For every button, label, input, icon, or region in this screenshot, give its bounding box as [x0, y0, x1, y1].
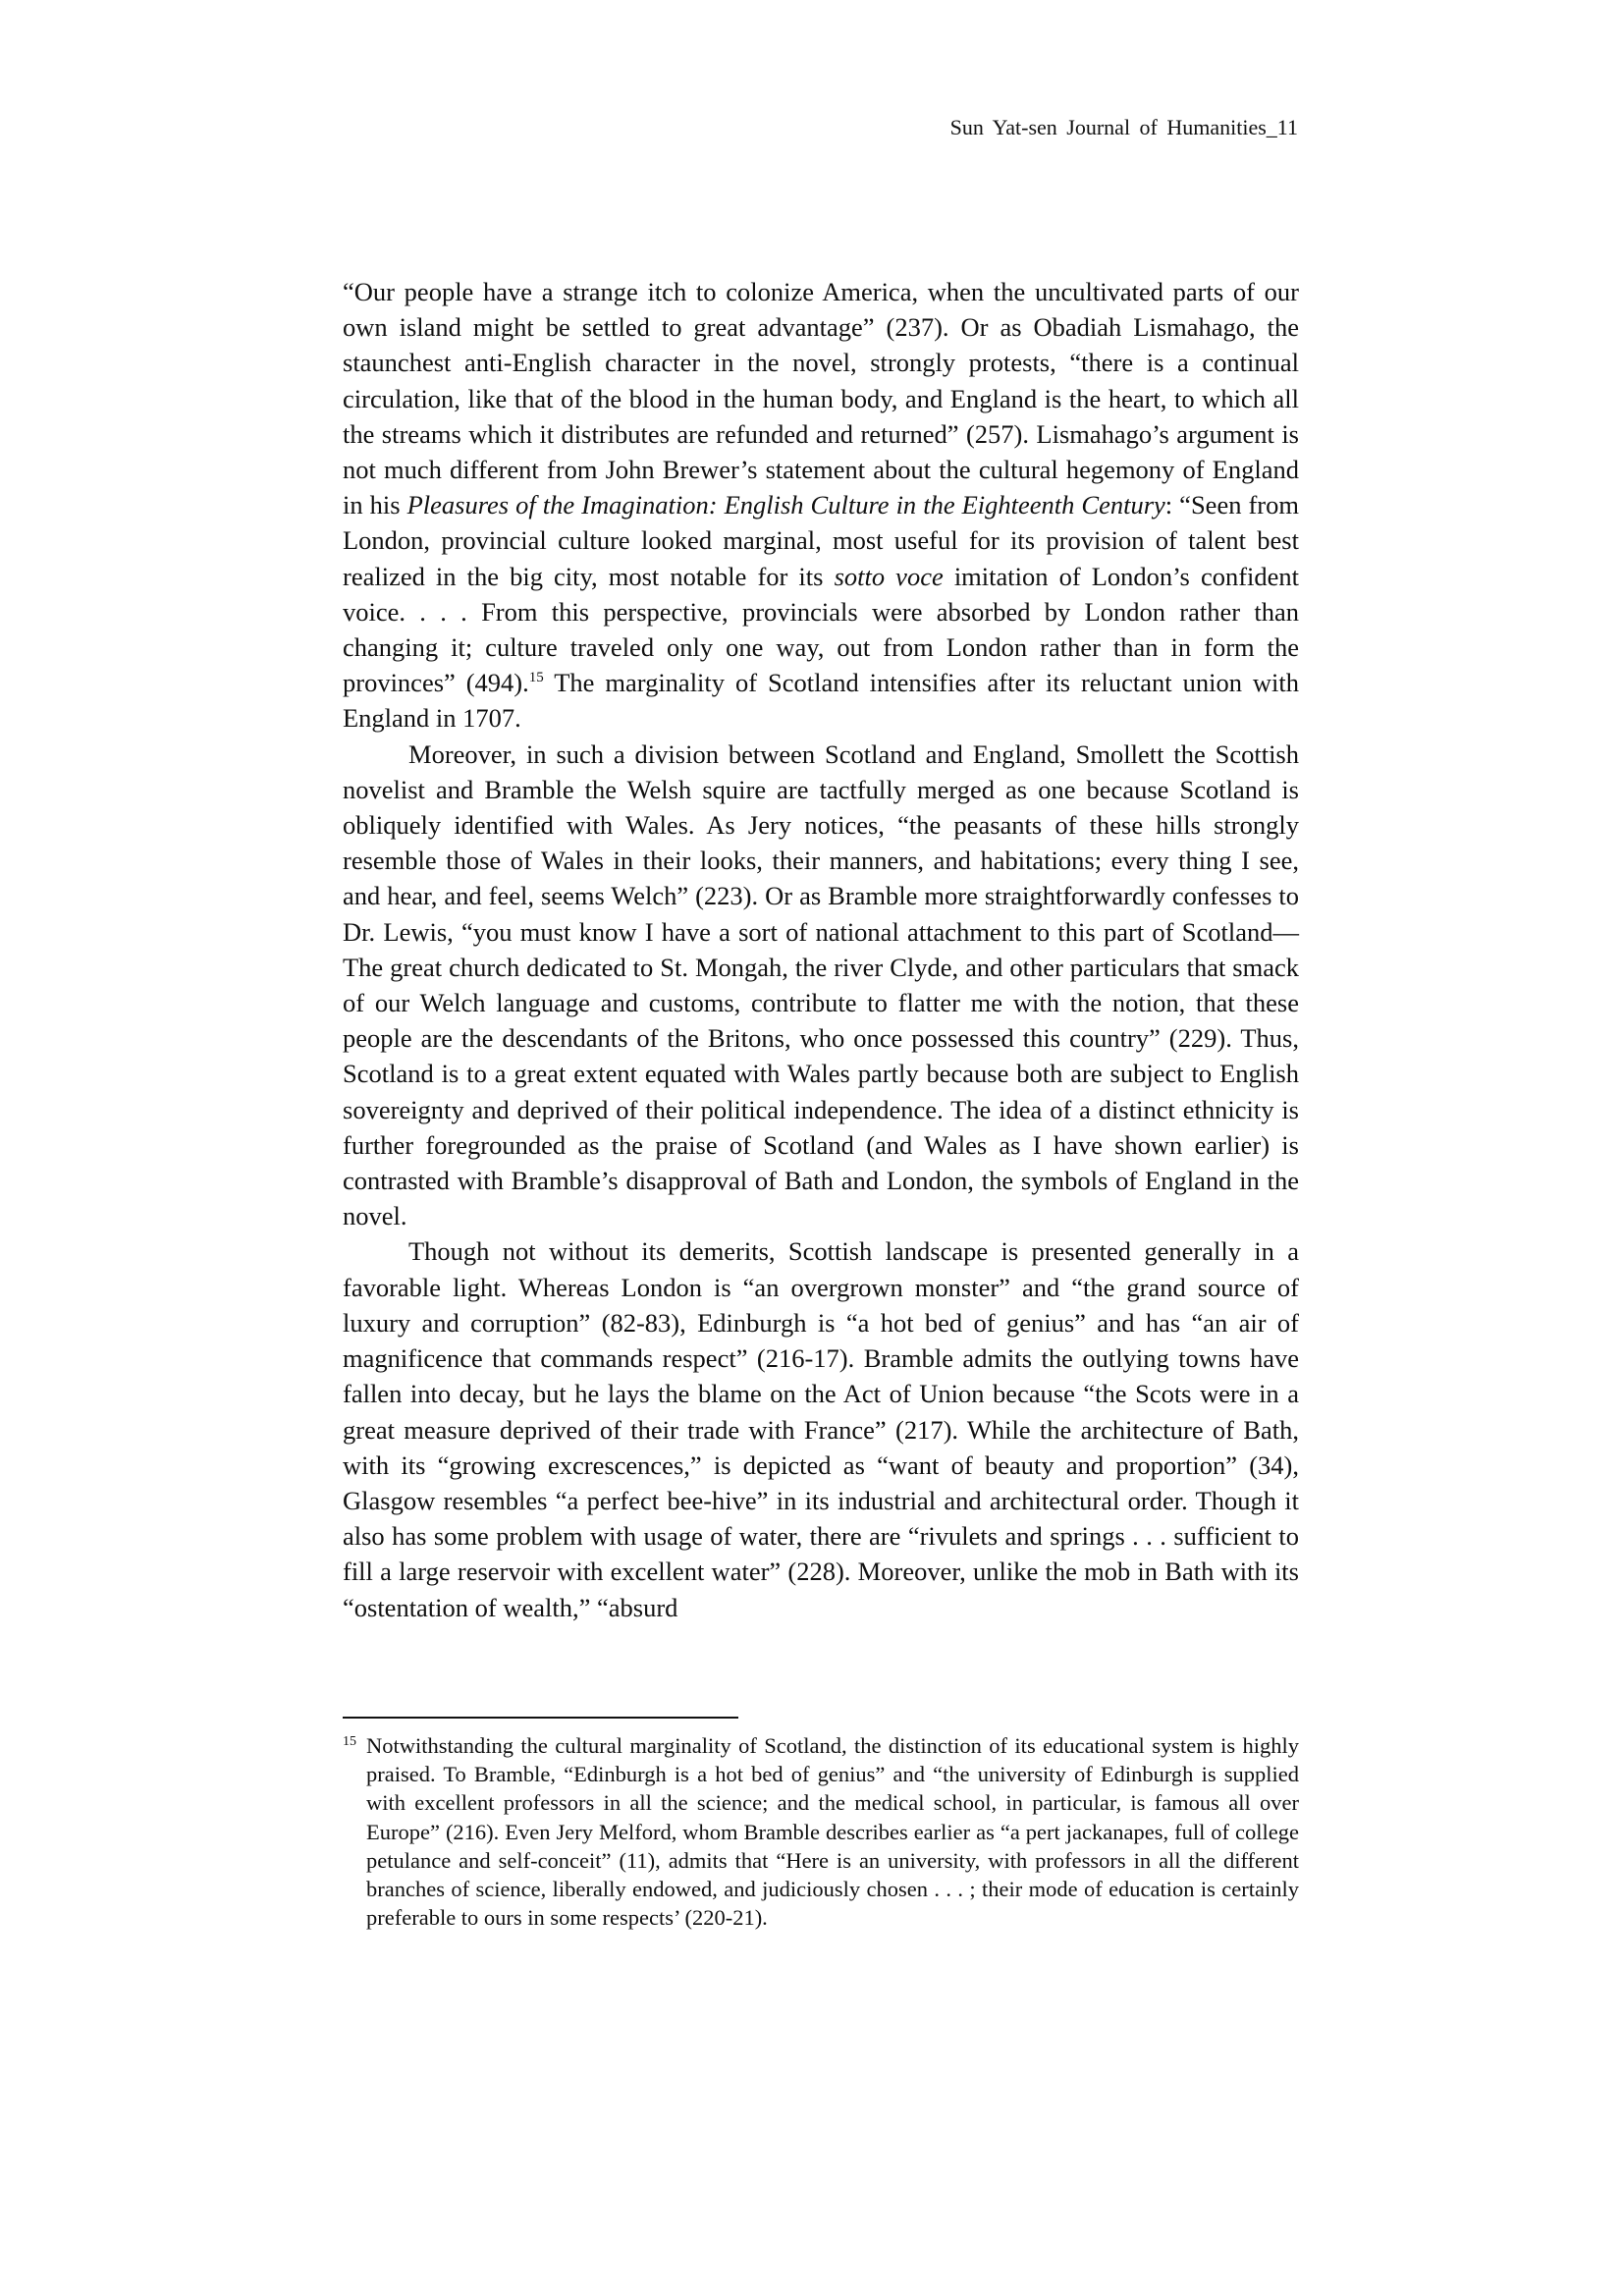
footnote: 15 Notwithstanding the cultural marginality of Scotland, the distinction of its educational system is highly praised. To Bramble, “Edinburgh is a hot bed of genius” and “the university of Edinburgh is supplied with excellent professors in all the science; and the medical school, in particular, is famous all over Europe” (216). Even Jery Melford, whom Bramble describes earlier as “a pert jackanapes, full of college petulance and self-conceit” (11), admits that “Here is an university, with professors in all the different branches of science, liberally endowed, and judiciously chosen . . . ; their mode of education is certainly preferable to ours in some respects’ (220-21).	[343, 1733, 1299, 1931]
paragraph-3: Though not without its demerits, Scottish landscape is presented generally in a favorable light. Whereas London is “an overgrown monster” and “the grand source of luxury and corruption” (82-83), Edinburgh is “a hot bed of genius” and has “an air of magnificence that commands respect” (216-17). Bramble admits the outlying towns have fallen into decay, but he lays the blame on the Act of Union because “the Scots were in a great measure deprived of their trade with France” (217). While the architecture of Bath, with its “growing excrescences,” is depicted as “want of beauty and proportion” (34), Glasgow resembles “a perfect bee-hive” in its industrial and architectural order. Though it also has some problem with usage of water, there are “rivulets and springs . . . sufficient to fill a large reservoir with excellent water” (228). Moreover, unlike the mob in Bath with its “ostentation of wealth,” “absurd	[343, 1236, 1299, 1622]
paragraph-1-part-c: imitation of London’s confident voice. . . . From this perspective, provincials were absorbed by London rather than changing it; culture traveled only one way, out from London rather than in form the provinces” (494).	[343, 561, 1300, 698]
paragraph-1-part-d: The marginality of Scotland intensifies after its reluctant union with England in 1707.	[343, 668, 1299, 734]
body-text	[343, 274, 1299, 1625]
footnote-text: Notwithstanding the cultural marginality of Scotland, the distinction of its educational system is highly praised. To Bramble, “Edinburgh is a hot bed of genius” and “the university of Edinburgh is supplied with excellent professors in all the science; and the medical school, in particular, is famous all over Europe” (216). Even Jery Melford, whom Bramble describes earlier as “a pert jackanapes, full of college petulance and self-conceit” (11), admits that “Here is an university, with professors in all the different branches of science, liberally endowed, and judiciously chosen . . . ; their mode of education is certainly preferable to ours in some respects’ (220-21).	[366, 1733, 1299, 1931]
book-title: Pleasures of the Imagination: English Culture in the Eighteenth Century	[406, 490, 1165, 520]
paragraph-1	[343, 274, 1299, 737]
sotto-voce-term: sotto voce	[834, 561, 944, 591]
footnote-divider	[343, 1717, 738, 1719]
paragraph-2: Moreover, in such a division between Scotland and England, Smollett the Scottish novelist and Bramble the Welsh squire are tactfully merged as one because Scotland is obliquely identified with Wales. As Jery notices, “the peasants of these hills strongly resemble those of Wales in their looks, their manners, and habitations; every thing I see, and hear, and feel, seems Welch” (223). Or as Bramble more straightforwardly confesses to Dr. Lewis, “you must know I have a sort of national attachment to this part of Scotland—The great church dedicated to St. Mongah, the river Clyde, and other particulars that smack of our Welch language and customs, contribute to flatter me with the notion, that these people are the descendants of the Britons, who once possessed this country” (229). Thus, Scotland is to a great extent equated with Wales partly because both are subject to English sovereignty and deprived of their political independence. The idea of a distinct ethnicity is further foregrounded as the praise of Scotland (and Wales as I have shown earlier) is contrasted with Bramble’s disapproval of Bath and London, the symbols of England in the novel.	[343, 738, 1299, 1231]
running-head: Sun Yat-sen Journal of Humanities_11	[949, 115, 1298, 139]
paragraph-1-part-b: : “Seen from London, provincial culture looked marginal, most useful for its provision of talent best realized in the big city, most notable for its	[343, 490, 1299, 591]
paragraph-1-part-a: “Our people have a strange itch to colonize America, when the uncultivated parts of our own island might be settled to great advantage” (237). Or as Obadiah Lismahago, the staunchest anti-English character in the novel, strongly protests, “there is a continual circulation, like that of the blood in the human body, and England is the heart, to which all the streams which it distributes are refunded and returned” (257). Lismahago’s argument is not much different from John Brewer’s statement about the cultural hegemony of England in his	[343, 277, 1299, 520]
footnote-reference[interactable]: 15	[528, 670, 544, 686]
